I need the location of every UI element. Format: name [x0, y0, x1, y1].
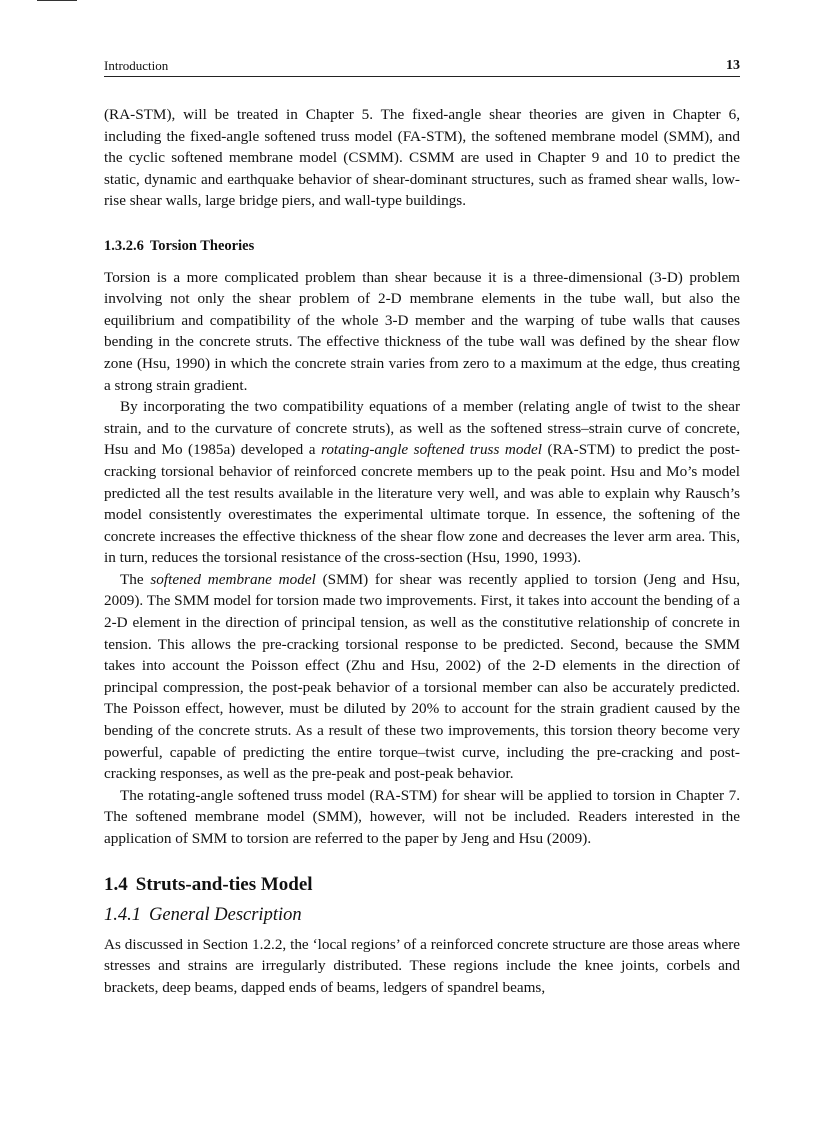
text-run: The — [120, 570, 151, 588]
section-title: General Description — [149, 904, 302, 925]
text-run: By incorporating the two compatibility equations of a member (relating angle of twist to the shear strain, and to the curvature of concrete struts), as well as the softened stress–strain curve of concrete, Hsu and Mo (1985a) developed a — [104, 398, 740, 459]
section-title: Torsion Theories — [149, 237, 255, 254]
paragraph-ra-stm — [104, 396, 740, 569]
paragraph-general-description: As discussed in Section 1.2.2, the ‘local regions’ of a reinforced concrete structure are those areas where stresses and strains are irregularly distributed. These regions include the knee joints, corbels and brackets, deep beams, dapped ends of beams, ledgers of spandrel beams, — [104, 935, 740, 996]
section-title: Struts-and-ties Model — [135, 873, 313, 895]
page-body — [104, 104, 740, 998]
section-heading-1-4-1 — [104, 902, 740, 928]
chapter-title: Introduction — [104, 58, 169, 73]
paragraph-torsion-intro: Torsion is a more complicated problem than shear because it is a three-dimensional (3-D) problem involving not only the shear problem of 2-D membrane elements in the tube wall, but also the equilibrium and compatibility of the whole 3-D member and the warping of tube walls that causes bending in the concrete struts. The effective thickness of the tube wall was defined by the shear flow zone (Hsu, 1990) in which the concrete strain varies from zero to a maximum at the edge, thus creating a strong strain gradient. — [104, 268, 740, 394]
text-run: (SMM) for shear was recently applied to torsion (Jeng and Hsu, 2009). The SMM model for torsion made two improvements. First, it takes into account the bending of a 2-D element in the direction of principal tension, as well as the constitutive relationship of concrete in tension. This allows the pre-cracking torsional response to be predicted. Second, because the SMM takes into account the Poisson effect (Zhu and Hsu, 2002) of the 2-D elements in the direction of principal compression, the post-peak behavior of a torsional member can also be accurately predicted. The Poisson effect, however, must be diluted by 20% to account for the strain gradient caused by the bending of the concrete struts. As a result of these two improvements, this torsion theory become very powerful, capable of predicting the entire torque–twist curve, including the pre-cracking and post-cracking responses, as well as the pre-peak and post-peak behavior. — [104, 570, 740, 783]
section-number: 1.4.1 — [104, 904, 141, 925]
section-heading-1-3-2-6 — [104, 236, 740, 258]
paragraph-ra-stm-torsion: The rotating-angle softened truss model (RA-STM) for shear will be applied to torsion in Chapter 7. The softened membrane model (SMM), however, will not be included. Readers interested in the application of SMM to torsion are referred to the paper by Jeng and Hsu (2009). — [104, 786, 740, 847]
emphasis-text: rotating-angle softened truss model — [320, 441, 542, 459]
section-heading-1-4 — [104, 872, 740, 898]
section-number: 1.4 — [104, 873, 128, 895]
emphasis-text: softened membrane model — [150, 570, 316, 588]
running-header — [104, 58, 740, 77]
crop-mark — [37, 0, 77, 1]
paragraph-continuation: (RA-STM), will be treated in Chapter 5. The fixed-angle shear theories are given in Chapter 6, including the fixed-angle softened truss model (FA-STM), the softened membrane model (SMM), and the cyclic softened membrane model (CSMM). CSMM are used in Chapter 9 and 10 to predict the static, dynamic and earthquake behavior of shear-dominant structures, such as framed shear walls, low-rise shear walls, large bridge piers, and wall-type buildings. — [104, 106, 740, 210]
section-number: 1.3.2.6 — [104, 237, 144, 254]
paragraph-smm — [104, 569, 740, 785]
text-run: (RA-STM) to predict the post-cracking torsional behavior of reinforced concrete members up to the peak point. Hsu and Mo’s model predicted all the test results available in the literature very well, and was able to explain why Rausch’s model consistently overestimates the experimental ultimate torque. In essence, the softening of the concrete increases the effective thickness of the shear flow zone and decreases the lever arm area. This, in turn, reduces the torsional resistance of the cross-section (Hsu, 1990, 1993). — [104, 441, 740, 567]
page-number: 13 — [726, 58, 740, 73]
